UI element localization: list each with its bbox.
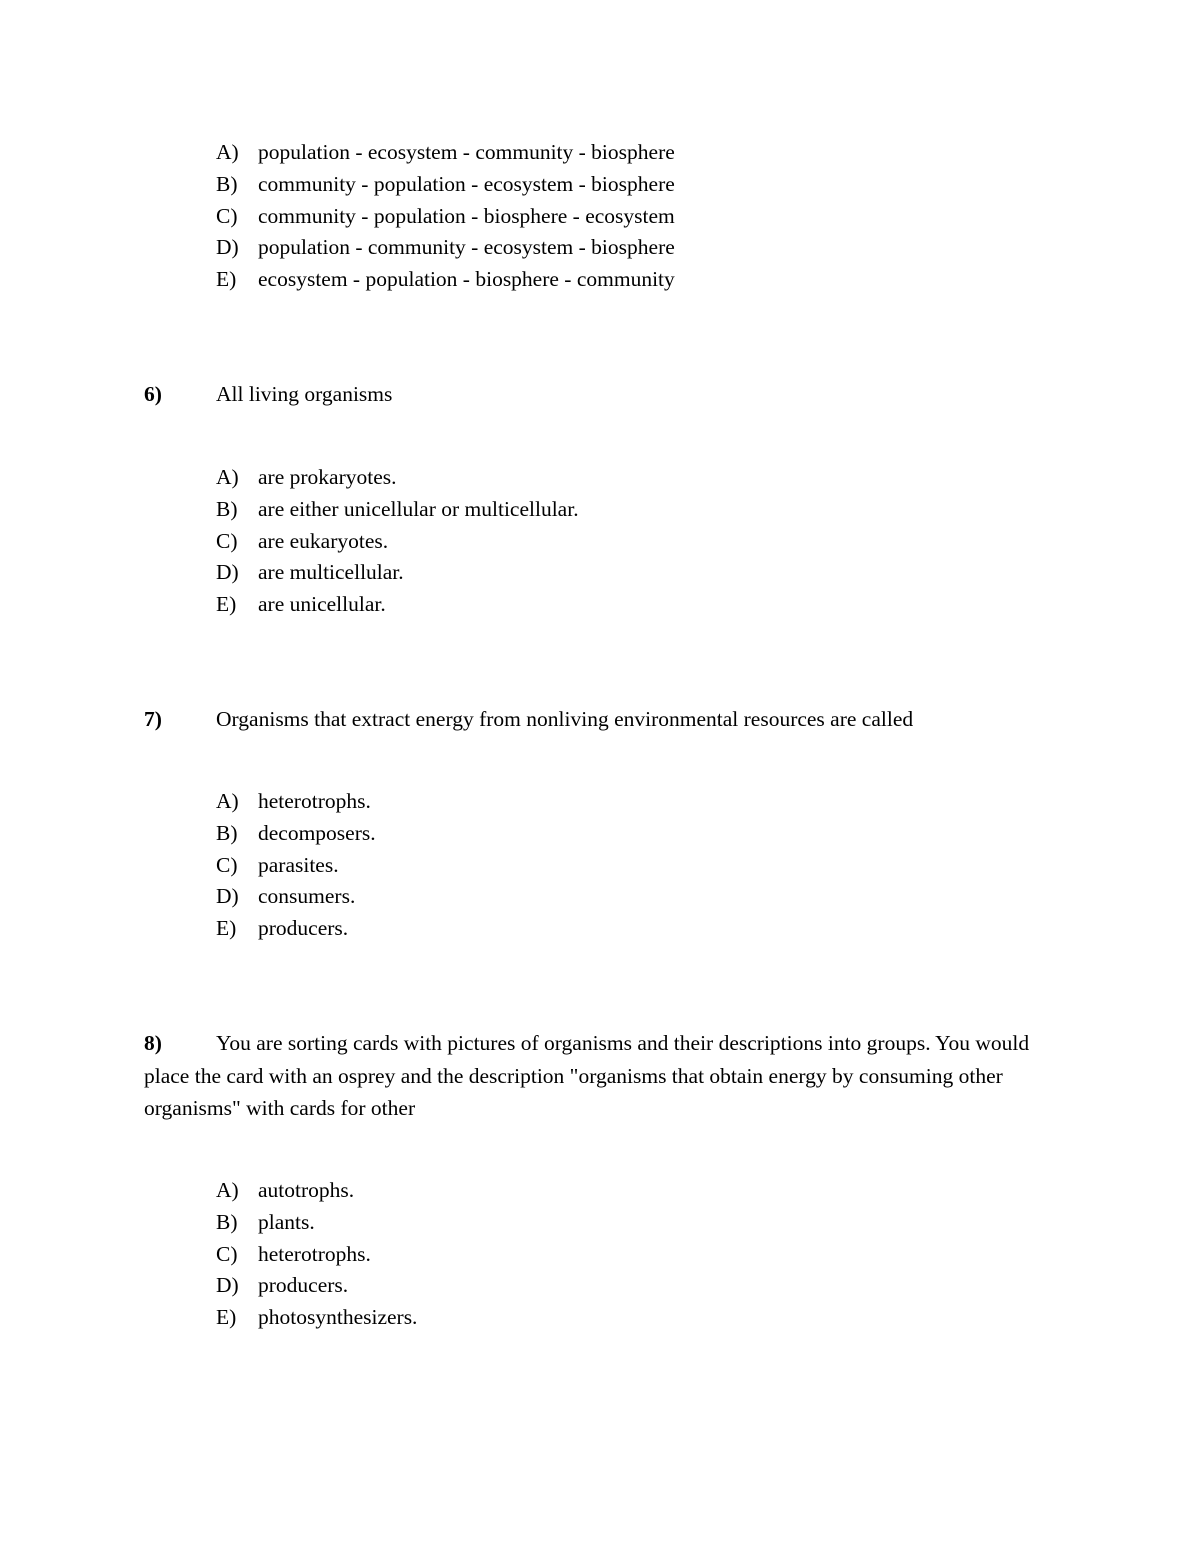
- q7-option-d: [216, 881, 376, 913]
- q6-option-c: [216, 526, 579, 558]
- q7-option-c: [216, 850, 376, 882]
- option-text: photosynthesizers.: [258, 1305, 418, 1329]
- option-letter: B): [216, 820, 238, 845]
- q6-option-d: [216, 557, 579, 589]
- option-text: heterotrophs.: [258, 789, 371, 813]
- q7-options: [216, 786, 376, 945]
- q7-option-b: [216, 818, 376, 850]
- option-letter: C): [216, 1241, 238, 1266]
- option-text: are either unicellular or multicellular.: [258, 496, 579, 521]
- option-letter: E): [216, 592, 237, 616]
- option-letter: E): [216, 267, 237, 291]
- q7-option-e: [216, 913, 376, 945]
- q8-options: [216, 1175, 417, 1334]
- question-text: All living organisms: [216, 382, 393, 406]
- q8-option-e: [216, 1302, 417, 1334]
- option-letter: C): [216, 528, 238, 553]
- option-letter: A): [216, 789, 239, 813]
- option-text: plants.: [258, 1209, 315, 1234]
- option-letter: C): [216, 852, 238, 877]
- option-letter: E): [216, 1305, 237, 1329]
- option-letter: D): [216, 1273, 239, 1298]
- option-letter: D): [216, 560, 239, 585]
- option-letter: A): [216, 465, 239, 489]
- option-text: population - community - ecosystem - biosphere: [258, 235, 675, 260]
- question-number: 7): [144, 707, 162, 731]
- option-letter: D): [216, 884, 239, 909]
- q5-options: [216, 137, 675, 296]
- q8-option-b: [216, 1207, 417, 1239]
- option-letter: B): [216, 1209, 238, 1234]
- option-letter: A): [216, 1178, 239, 1202]
- option-letter: D): [216, 235, 239, 260]
- option-text: are unicellular.: [258, 592, 386, 616]
- option-letter: E): [216, 916, 237, 940]
- q5-option-e: [216, 264, 675, 296]
- q6-option-a: [216, 462, 579, 494]
- question-text: Organisms that extract energy from nonliving environmental resources are called: [216, 707, 914, 731]
- option-text: decomposers.: [258, 820, 376, 845]
- option-text: are eukaryotes.: [258, 528, 389, 553]
- option-text: population - ecosystem - community - biosphere: [258, 140, 675, 164]
- q5-option-c: [216, 201, 675, 233]
- option-text: ecosystem - population - biosphere - community: [258, 267, 675, 291]
- q7-option-a: [216, 786, 376, 818]
- option-letter: B): [216, 171, 238, 196]
- question-text: You are sorting cards with pictures of organisms and their descriptions into groups. You would place the card with an osprey and the description "organisms that obtain energy by consuming other organisms" with cards for other: [144, 1031, 1030, 1120]
- q6-options: [216, 462, 579, 621]
- question-number: 6): [144, 382, 162, 406]
- q5-option-b: [216, 169, 675, 201]
- option-letter: B): [216, 496, 238, 521]
- option-text: parasites.: [258, 852, 339, 877]
- option-letter: C): [216, 203, 238, 228]
- option-text: producers.: [258, 916, 349, 940]
- q5-option-d: [216, 232, 675, 264]
- q6-option-e: [216, 589, 579, 621]
- question-number: 8): [144, 1031, 162, 1055]
- option-text: community - population - ecosystem - biosphere: [258, 171, 675, 196]
- q8-option-a: [216, 1175, 417, 1207]
- option-text: consumers.: [258, 884, 356, 909]
- q8-option-d: [216, 1270, 417, 1302]
- option-text: community - population - biosphere - ecosystem: [258, 203, 675, 228]
- q8-option-c: [216, 1239, 417, 1271]
- option-text: are multicellular.: [258, 560, 404, 585]
- q6-option-b: [216, 494, 579, 526]
- option-text: autotrophs.: [258, 1178, 355, 1202]
- q5-option-a: [216, 137, 675, 169]
- option-letter: A): [216, 140, 239, 164]
- option-text: are prokaryotes.: [258, 465, 397, 489]
- option-text: heterotrophs.: [258, 1241, 371, 1266]
- option-text: producers.: [258, 1273, 349, 1298]
